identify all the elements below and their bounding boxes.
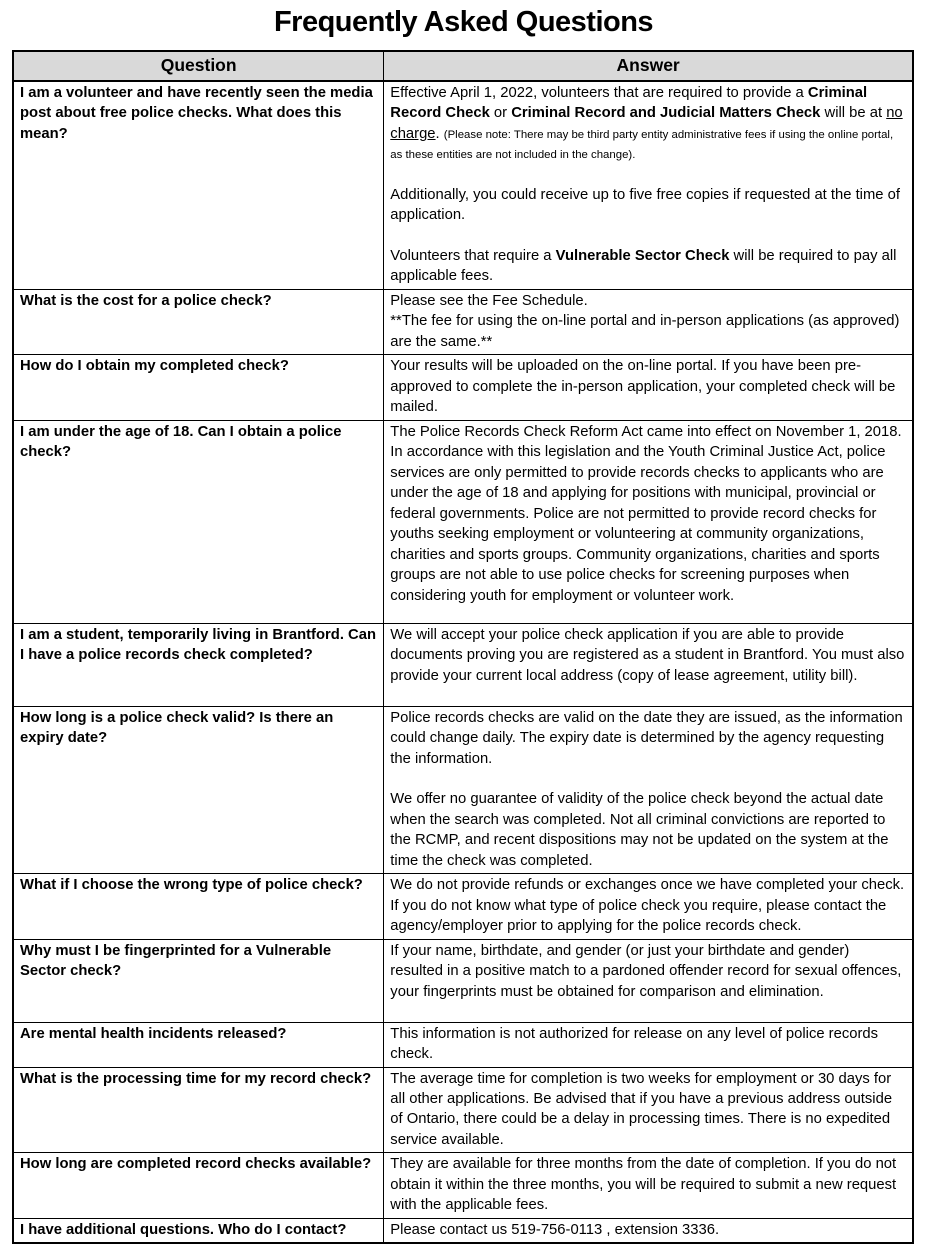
answer-text-segment: Please contact us 519-756-0113 , extension 3336.: [390, 1221, 720, 1238]
table-row: [13, 289, 913, 354]
question-column-header: Question: [13, 51, 384, 81]
answer-text-segment: or: [489, 105, 512, 122]
answer-text-segment: We will accept your police check application if you are able to provide documents proving you are registered as a student in Brantford. You must also provide your current local address (copy of lease agreement, utility bill).: [390, 626, 905, 684]
answer-text-segment: We do not provide refunds or exchanges once we have completed your check. If you do not know what type of police check you require, please contact the agency/employer prior to applying for the police records check.: [390, 877, 905, 935]
question-cell: Are mental health incidents released?: [13, 1022, 384, 1067]
table-row: [13, 939, 913, 1022]
answer-paragraph: [390, 1069, 905, 1151]
question-cell: I have additional questions. Who do I contact?: [13, 1218, 384, 1243]
answer-paragraph: [390, 83, 905, 165]
answer-paragraph: [390, 311, 905, 352]
answer-text-segment: no charge: [390, 105, 903, 142]
answer-paragraph: [390, 1024, 905, 1065]
answer-text-segment: will be at: [820, 105, 887, 122]
answer-cell: [384, 1218, 913, 1243]
answer-cell: [384, 706, 913, 873]
question-cell: I am a student, temporarily living in Brantford. Can I have a police records check completed?: [13, 623, 384, 706]
answer-paragraph: [390, 941, 905, 1002]
table-row: [13, 706, 913, 873]
question-cell: How long are completed record checks available?: [13, 1153, 384, 1218]
answer-paragraph: [390, 1220, 905, 1240]
answer-text-segment: Your results will be uploaded on the on-line portal. If you have been pre-approved to complete the in-person application, your completed check will be mailed.: [390, 358, 896, 416]
answer-cell: [384, 939, 913, 1022]
table-row: [13, 1153, 913, 1218]
paragraph-spacer: [390, 165, 905, 185]
answer-text-segment: .: [435, 125, 444, 142]
table-row: [13, 420, 913, 623]
answer-cell: [384, 289, 913, 354]
answer-paragraph: [390, 185, 905, 226]
answer-column-header: Answer: [384, 51, 913, 81]
answer-paragraph: [390, 246, 905, 287]
table-row: [13, 874, 913, 939]
question-cell: How long is a police check valid? Is there an expiry date?: [13, 706, 384, 873]
answer-text-segment: This information is not authorized for release on any level of police records check.: [390, 1025, 879, 1063]
answer-text-segment: Criminal Record Check: [390, 85, 868, 122]
answer-text-segment: (Please note: There may be third party entity administrative fees if using the online portal, as these entities are not included in the change).: [390, 128, 894, 162]
table-row: [13, 81, 913, 289]
question-cell: Why must I be fingerprinted for a Vulnerable Sector check?: [13, 939, 384, 1022]
answer-text-segment: They are available for three months from the date of completion. If you do not obtain it within the three months, you will be required to submit a new request with the applicable fees.: [390, 1156, 897, 1214]
answer-text-segment: If your name, birthdate, and gender (or just your birthdate and gender) resulted in a positive match to a pardoned offender record for sexual offences, your fingerprints must be obtained for comparison and elimination.: [390, 942, 902, 1000]
answer-cell: [384, 355, 913, 420]
answer-cell: [384, 420, 913, 623]
table-row: [13, 1218, 913, 1243]
answer-text-segment: Volunteers that require a: [390, 247, 556, 264]
answer-text-segment: Criminal Record and Judicial Matters Check: [511, 105, 821, 122]
answer-paragraph: [390, 291, 905, 311]
answer-paragraph: [390, 625, 905, 686]
answer-text-segment: will be required to pay all applicable fees.: [390, 247, 897, 285]
question-cell: I am a volunteer and have recently seen the media post about free police checks. What does this mean?: [13, 81, 384, 289]
answer-cell: [384, 1153, 913, 1218]
question-cell: What if I choose the wrong type of police check?: [13, 874, 384, 939]
answer-text-segment: Additionally, you could receive up to five free copies if requested at the time of application.: [390, 186, 900, 224]
answer-text-segment: Please see the Fee Schedule.: [390, 292, 588, 309]
answer-paragraph: [390, 422, 905, 606]
answer-text-segment: Effective April 1, 2022, volunteers that are required to provide a: [390, 85, 808, 101]
answer-text-segment: The average time for completion is two weeks for employment or 30 days for all other applications. Be advised that if you have a previous address outside of Ontario, there could be a delay in processing times. There is no expedited service available.: [390, 1070, 893, 1148]
answer-paragraph: [390, 1154, 905, 1215]
answer-text-segment: Vulnerable Sector Check: [555, 247, 730, 264]
answer-text-segment: We offer no guarantee of validity of the police check beyond the actual date when the search was completed. Not all criminal convictions are reported to the RCMP, and recent dispositions may not be updated on the system at the time the check was completed.: [390, 791, 889, 869]
answer-cell: [384, 1022, 913, 1067]
table-row: [13, 1022, 913, 1067]
question-cell: I am under the age of 18. Can I obtain a police check?: [13, 420, 384, 623]
faq-table: [12, 50, 914, 1244]
paragraph-spacer: [390, 226, 905, 246]
answer-paragraph: [390, 875, 905, 936]
answer-cell: [384, 81, 913, 289]
question-cell: What is the cost for a police check?: [13, 289, 384, 354]
faq-table-body: [13, 81, 913, 1243]
answer-cell: [384, 874, 913, 939]
table-row: [13, 355, 913, 420]
answer-cell: [384, 623, 913, 706]
answer-paragraph: [390, 708, 905, 769]
answer-cell: [384, 1067, 913, 1153]
answer-paragraph: [390, 789, 905, 871]
table-row: [13, 623, 913, 706]
answer-text-segment: **The fee for using the on-line portal and in-person applications (as approved) are the same.**: [390, 313, 900, 350]
paragraph-spacer: [390, 769, 905, 789]
table-row: [13, 1067, 913, 1153]
answer-text-segment: Police records checks are valid on the date they are issued, as the information could change daily. The expiry date is determined by the agency requesting the information.: [390, 709, 903, 767]
answer-paragraph: [390, 356, 905, 417]
page-title: Frequently Asked Questions: [273, 6, 654, 38]
question-cell: What is the processing time for my record check?: [13, 1067, 384, 1153]
question-cell: How do I obtain my completed check?: [13, 355, 384, 420]
answer-text-segment: The Police Records Check Reform Act came into effect on November 1, 2018. In accordance with this legislation and the Youth Criminal Justice Act, police services are only permitted to provide records checks to applicants who are under the age of 18 and applying for positions with municipal, provincial or federal governments. Police are not permitted to provide record checks for youths seeking employment or volunteering at community organizations, charities and sports groups. Community organizations, charities and sports groups are not able to use police checks for screening purposes when considering youth for employment or volunteer work.: [390, 423, 902, 604]
header-row: [13, 51, 913, 81]
